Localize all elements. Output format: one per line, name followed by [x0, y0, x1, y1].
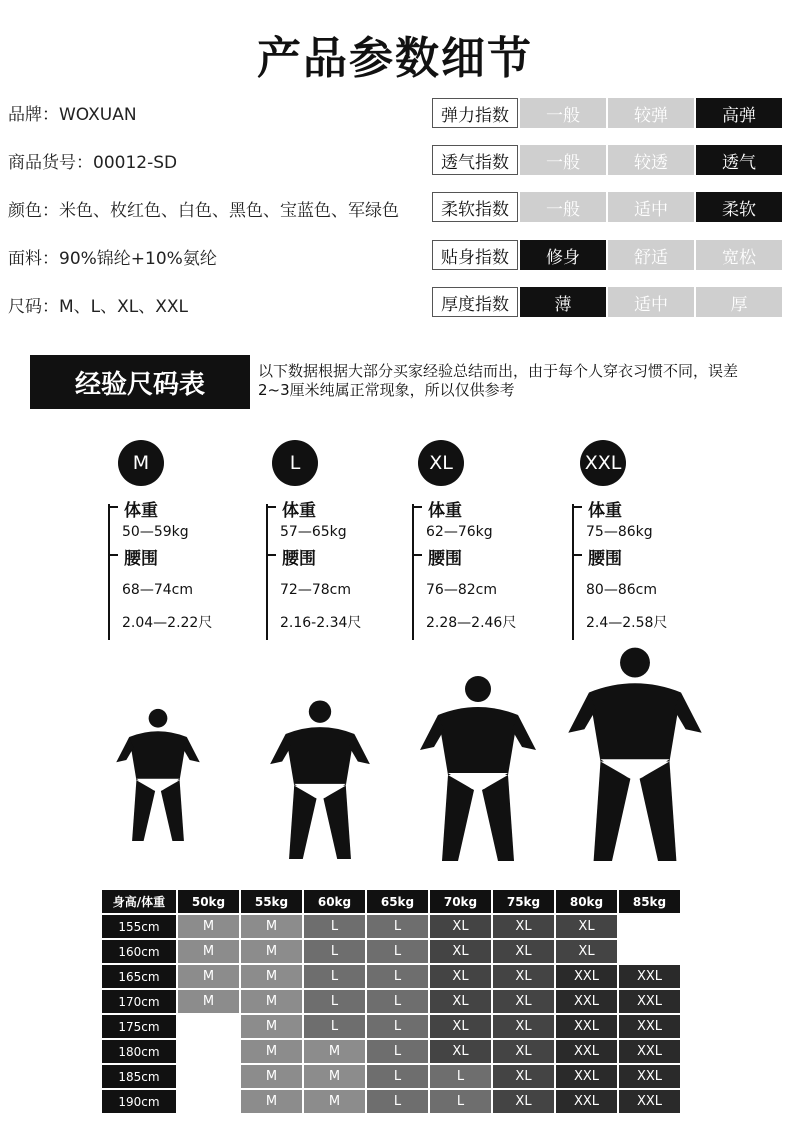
column-header: 50kg [178, 890, 239, 913]
size-column [572, 440, 732, 640]
row-header: 185cm [102, 1065, 176, 1088]
table-row [102, 1040, 680, 1063]
table-row [102, 940, 680, 963]
table-cell: M [241, 1090, 302, 1113]
weight-label: 体重 [428, 501, 462, 521]
figure-silhouette [568, 648, 701, 861]
table-row [102, 915, 680, 938]
weight-value: 62—76kg [426, 524, 493, 540]
table-cell: M [178, 940, 239, 963]
column-header: 65kg [367, 890, 428, 913]
figure-leg [442, 775, 474, 861]
spec-item-number: 商品货号：00012-SD [8, 153, 178, 173]
index-option: 一般 [520, 145, 606, 175]
figure-torso [286, 727, 355, 785]
figure-silhouette [116, 709, 200, 841]
table-cell: M [304, 1040, 365, 1063]
weight-label: 体重 [124, 501, 158, 521]
table-cell: L [367, 915, 428, 938]
size-grid-table [100, 888, 682, 1115]
bracket-tick [412, 554, 422, 556]
waist-label: 腰围 [428, 549, 462, 569]
spec-sizes: 尺码：M、L、XL、XXL [8, 297, 189, 317]
table-cell: L [367, 990, 428, 1013]
size-badge: XXL [580, 440, 626, 486]
figure-leg [161, 780, 184, 841]
index-option: 透气 [696, 145, 782, 175]
table-cell: M [241, 1040, 302, 1063]
waist-chi-value: 2.04—2.22尺 [122, 615, 213, 631]
weight-value: 57—65kg [280, 524, 347, 540]
table-cell: M [241, 915, 302, 938]
table-cell: XL [493, 940, 554, 963]
table-cell: XXL [619, 1065, 680, 1088]
table-cell: XL [430, 915, 491, 938]
table-cell: L [304, 915, 365, 938]
table-cell: XL [556, 915, 617, 938]
table-cell: L [367, 1015, 428, 1038]
index-option: 适中 [608, 287, 694, 317]
figure-silhouette [270, 700, 370, 859]
table-cell [178, 1065, 239, 1088]
figure-leg [482, 775, 514, 861]
figure-head [465, 676, 491, 702]
row-header: 160cm [102, 940, 176, 963]
size-badge: XL [418, 440, 464, 486]
row-header: 155cm [102, 915, 176, 938]
column-header: 55kg [241, 890, 302, 913]
table-row [102, 1065, 680, 1088]
table-cell: XL [493, 1040, 554, 1063]
table-row [102, 1015, 680, 1038]
waist-cm-value: 80—86cm [586, 582, 657, 598]
spec-fabric: 面料：90%锦纶+10%氨纶 [8, 249, 217, 269]
bracket-tick [572, 506, 582, 508]
table-cell: M [304, 1090, 365, 1113]
size-badge: M [118, 440, 164, 486]
bracket-tick [108, 506, 118, 508]
weight-label: 体重 [282, 501, 316, 521]
weight-label: 体重 [588, 501, 622, 521]
table-cell: L [304, 940, 365, 963]
row-header: 165cm [102, 965, 176, 988]
figure-leg [323, 786, 351, 859]
table-cell: M [241, 965, 302, 988]
size-column [108, 440, 268, 640]
table-cell: XL [556, 940, 617, 963]
waist-cm-value: 72—78cm [280, 582, 351, 598]
table-cell: XXL [556, 1090, 617, 1113]
table-cell: XL [493, 1065, 554, 1088]
figure-silhouette [420, 676, 536, 861]
size-column [412, 440, 572, 640]
figure-head [620, 648, 650, 678]
index-label: 弹力指数 [432, 98, 518, 128]
table-cell: L [367, 940, 428, 963]
table-row [102, 965, 680, 988]
table-cell: L [304, 965, 365, 988]
table-cell: M [241, 990, 302, 1013]
index-option: 舒适 [608, 240, 694, 270]
table-cell: L [367, 1040, 428, 1063]
index-option: 一般 [520, 192, 606, 222]
waist-cm-value: 76—82cm [426, 582, 497, 598]
bracket-tick [572, 554, 582, 556]
size-column [266, 440, 426, 640]
figure-head [149, 709, 168, 728]
bracket-line [108, 504, 110, 640]
table-cell: M [304, 1065, 365, 1088]
index-option: 宽松 [696, 240, 782, 270]
index-option: 一般 [520, 98, 606, 128]
table-cell: M [178, 965, 239, 988]
table-cell [178, 1090, 239, 1113]
index-option: 薄 [520, 287, 606, 317]
table-cell [178, 1040, 239, 1063]
table-cell: XXL [556, 1065, 617, 1088]
figures [0, 645, 790, 875]
size-note: 以下数据根据大部分买家经验总结而出，由于每个人穿衣习惯不同，误差2~3厘米纯属正常现象，所以仅供参考 [258, 362, 739, 399]
table-cell [619, 940, 680, 963]
table-cell: XL [493, 965, 554, 988]
table-cell: L [304, 1015, 365, 1038]
waist-label: 腰围 [282, 549, 316, 569]
table-cell: XXL [556, 965, 617, 988]
index-option: 适中 [608, 192, 694, 222]
column-header: 60kg [304, 890, 365, 913]
figure-torso [589, 683, 681, 761]
table-cell: XL [430, 1040, 491, 1063]
table-cell: XXL [619, 1090, 680, 1113]
index-option: 高弹 [696, 98, 782, 128]
size-chart-banner: 经验尺码表 [30, 355, 250, 409]
index-option: 较透 [608, 145, 694, 175]
table-cell: XXL [556, 990, 617, 1013]
table-cell: XXL [619, 965, 680, 988]
spec-colors: 颜色：米色、枚红色、白色、黑色、宝蓝色、军绿色 [8, 201, 399, 221]
bracket-line [412, 504, 414, 640]
column-header: 85kg [619, 890, 680, 913]
waist-label: 腰围 [588, 549, 622, 569]
bracket-tick [412, 506, 422, 508]
table-cell: L [304, 990, 365, 1013]
figure-head [309, 700, 331, 722]
figure-torso [129, 731, 187, 780]
index-row [432, 145, 782, 175]
table-row [102, 1090, 680, 1113]
index-label: 贴身指数 [432, 240, 518, 270]
table-corner-cell: 身高/体重 [102, 890, 176, 913]
figure-leg [132, 780, 155, 841]
table-cell: XL [430, 965, 491, 988]
waist-chi-value: 2.4—2.58尺 [586, 615, 668, 631]
row-header: 170cm [102, 990, 176, 1013]
weight-value: 75—86kg [586, 524, 653, 540]
table-row [102, 990, 680, 1013]
figure-leg [640, 762, 677, 862]
table-cell: L [430, 1090, 491, 1113]
index-row [432, 287, 782, 317]
table-cell: XL [430, 990, 491, 1013]
weight-value: 50—59kg [122, 524, 189, 540]
table-cell: M [241, 940, 302, 963]
table-cell: XL [430, 940, 491, 963]
index-row [432, 98, 782, 128]
row-header: 180cm [102, 1040, 176, 1063]
figure-torso [438, 707, 518, 775]
table-cell: XL [493, 1090, 554, 1113]
waist-label: 腰围 [124, 549, 158, 569]
table-cell: XXL [556, 1015, 617, 1038]
bracket-tick [266, 506, 276, 508]
column-header: 70kg [430, 890, 491, 913]
column-header: 80kg [556, 890, 617, 913]
page-title: 产品参数细节 [257, 33, 533, 84]
index-option: 较弹 [608, 98, 694, 128]
bracket-tick [266, 554, 276, 556]
figure-leg [289, 786, 317, 859]
table-cell: L [367, 965, 428, 988]
table-cell [619, 915, 680, 938]
row-header: 175cm [102, 1015, 176, 1038]
table-cell: XXL [619, 1040, 680, 1063]
table-cell: M [241, 1015, 302, 1038]
size-badge: L [272, 440, 318, 486]
bracket-tick [108, 554, 118, 556]
table-header-row [102, 890, 680, 913]
index-row [432, 192, 782, 222]
index-option: 修身 [520, 240, 606, 270]
waist-chi-value: 2.28—2.46尺 [426, 615, 517, 631]
bracket-line [572, 504, 574, 640]
bracket-line [266, 504, 268, 640]
index-option: 柔软 [696, 192, 782, 222]
table-cell: L [430, 1065, 491, 1088]
table-cell: XL [430, 1015, 491, 1038]
table-cell: XL [493, 915, 554, 938]
index-label: 透气指数 [432, 145, 518, 175]
table-cell: XL [493, 1015, 554, 1038]
table-cell: M [178, 915, 239, 938]
table-cell: XXL [619, 1015, 680, 1038]
row-header: 190cm [102, 1090, 176, 1113]
index-label: 厚度指数 [432, 287, 518, 317]
index-option: 厚 [696, 287, 782, 317]
table-cell [178, 1015, 239, 1038]
waist-chi-value: 2.16-2.34尺 [280, 615, 362, 631]
table-cell: XL [493, 990, 554, 1013]
index-label: 柔软指数 [432, 192, 518, 222]
column-header: 75kg [493, 890, 554, 913]
spec-brand: 品牌：WOXUAN [8, 105, 137, 125]
table-cell: M [178, 990, 239, 1013]
table-cell: XXL [619, 990, 680, 1013]
table-cell: XXL [556, 1040, 617, 1063]
index-row [432, 240, 782, 270]
figure-leg [594, 762, 631, 862]
table-cell: L [367, 1065, 428, 1088]
table-cell: M [241, 1065, 302, 1088]
table-cell: L [367, 1090, 428, 1113]
waist-cm-value: 68—74cm [122, 582, 193, 598]
